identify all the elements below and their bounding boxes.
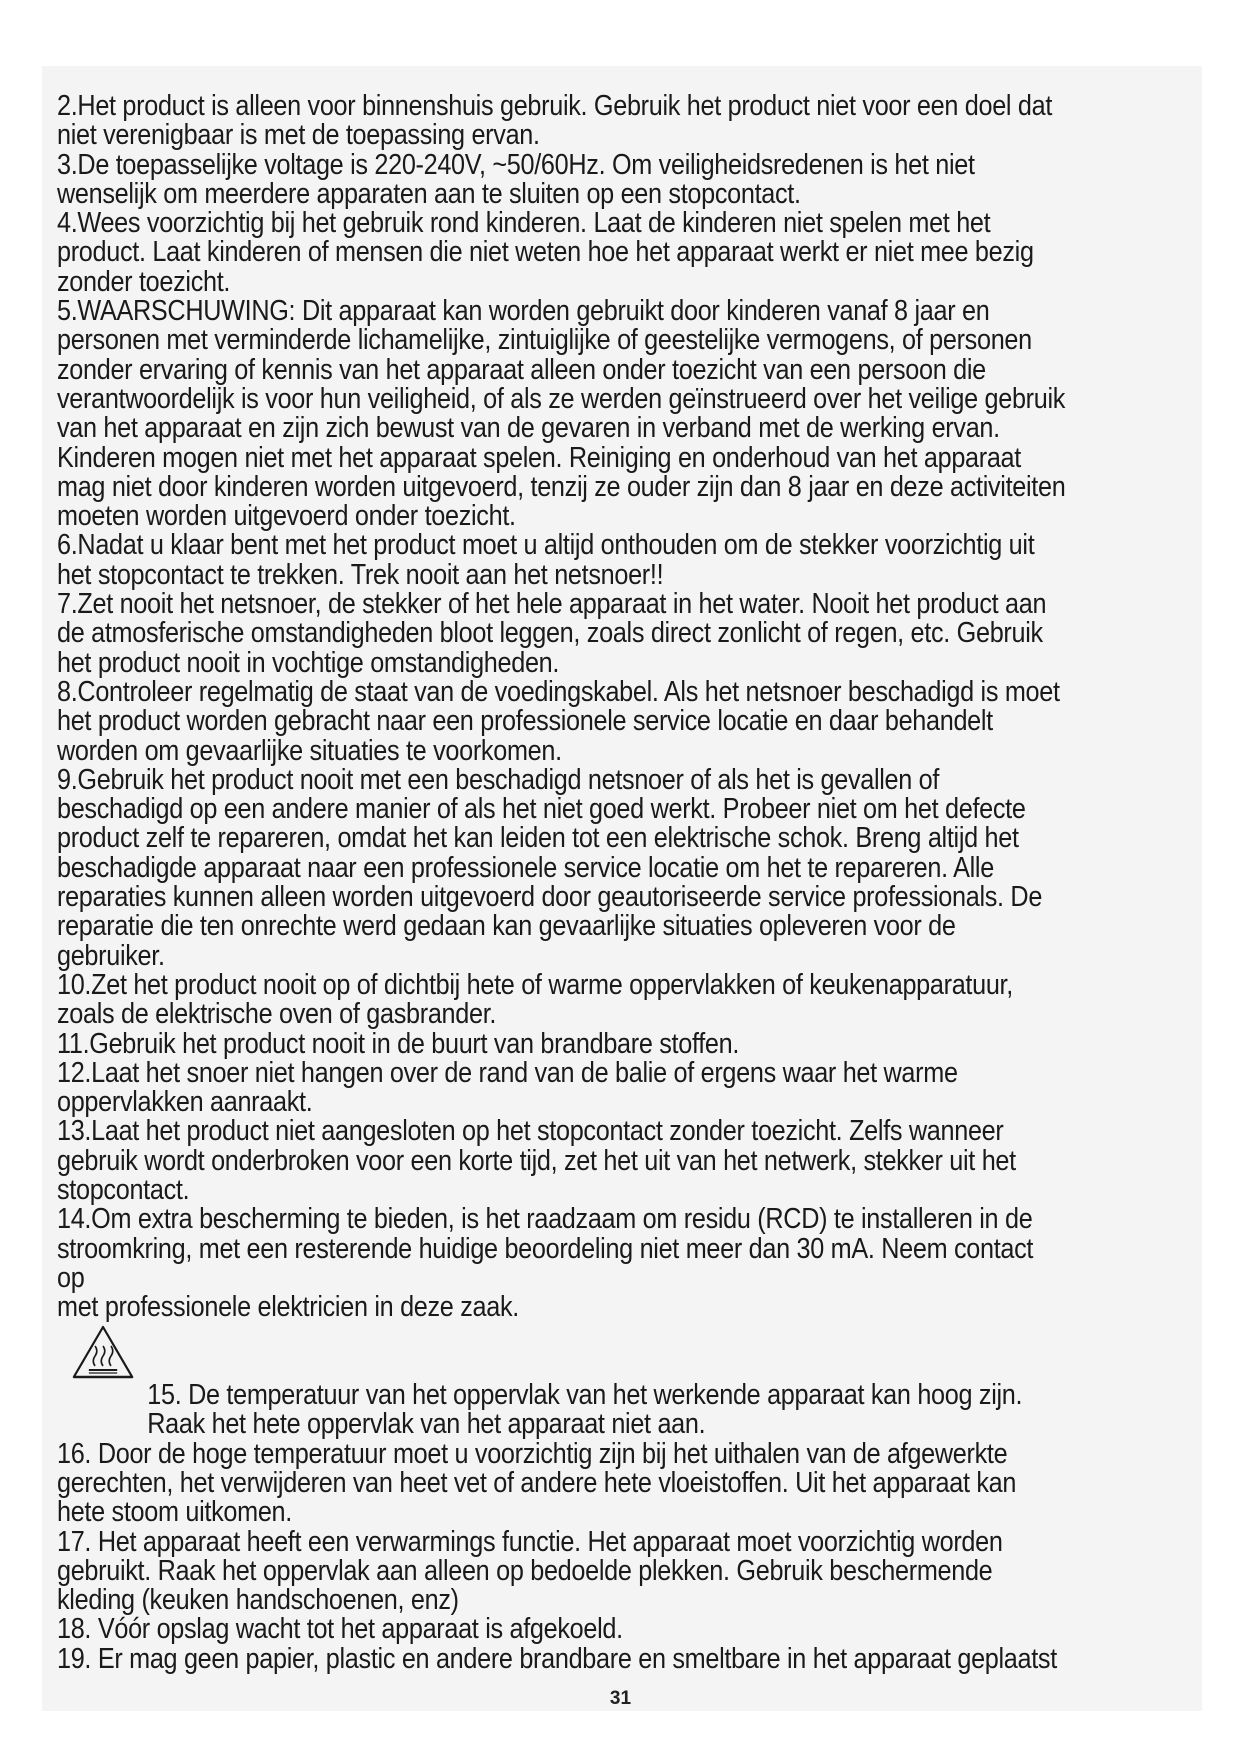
- paragraph-4: 4.Wees voorzichtig bij het gebruik rond kinderen. Laat de kinderen niet spelen met het product. Laat kinderen of mensen die niet weten hoe het apparaat werkt er niet mee bezig zonder toezicht.: [57, 207, 1034, 298]
- paragraph-6: 6.Nadat u klaar bent met het product moet u altijd onthouden om de stekker voorzichtig uit het stopcontact te trekken. Trek nooit aan het netsnoer!!: [57, 529, 1035, 591]
- paragraph-10: 10.Zet het product nooit op of dichtbij hete of warme oppervlakken of keukenapparatuur, zoals de elektrische oven of gasbrander.: [57, 968, 1013, 1031]
- paragraph-15-text: 15. De temperatuur van het oppervlak van het werkende apparaat kan hoog zijn. Raak het hete oppervlak van het apparaat niet aan.: [147, 1379, 1023, 1441]
- paragraph-17: 17. Het apparaat heeft een verwarmings functie. Het apparaat moet voorzichtig worden gebruikt. Raak het oppervlak aan alleen op bedoelde plekken. Gebruik beschermende kleding (keuken handschoenen, enz): [57, 1525, 1003, 1617]
- page-number: 31: [609, 1688, 632, 1709]
- paragraph-13: 13.Laat het product niet aangesloten op het stopcontact zonder toezicht. Zelfs wanneer gebruik wordt onderbroken voor een korte tijd, zet het uit van het netwerk, stekker uit het stopcontact.: [57, 1115, 1016, 1206]
- document-body: [57, 92, 1066, 1674]
- paragraph-11: 11.Gebruik het product nooit in de buurt van brandbare stoffen.: [57, 1027, 740, 1060]
- paragraph-9: 9.Gebruik het product nooit met een beschadigd netsnoer of als het is gevallen of beschadigd op een andere manier of als het niet goed werkt. Probeer niet om het defecte product zelf te repareren, omdat het kan leiden tot een elektrische schok. Breng altijd het beschadigde apparaat naar een professionele service locatie om het te repareren. Alle reparaties kunnen alleen worden uitgevoerd door geautoriseerde service professionals. De reparatie die ten onrechte werd gedaan kan gevaarlijke situaties opleveren voor de gebruiker.: [57, 763, 1043, 972]
- paragraph-15-hot-surface: [57, 1322, 1066, 1439]
- paragraph-12: 12.Laat het snoer niet hangen over de rand van de balie of ergens waar het warme oppervlakken aanraakt.: [57, 1056, 958, 1119]
- paragraph-2: 2.Het product is alleen voor binnenshuis gebruik. Gebruik het product niet voor een doel dat niet verenigbaar is met de toepassing ervan.: [57, 90, 1053, 152]
- paragraph-5-warning: 5.WAARSCHUWING: Dit apparaat kan worden gebruikt door kinderen vanaf 8 jaar en personen met verminderde lichamelijke, zintuiglijke of geestelijke vermogens, of personen zonder ervaring of kennis van het apparaat alleen onder toezicht van een persoon die verantwoordelijk is voor hun veiligheid, of als ze werden geïnstrueerd over het veilige gebruik van het apparaat en zijn zich bewust van de gevaren in verband met de werking ervan. Kinderen mogen niet met het apparaat spelen. Reiniging en onderhoud van het apparaat mag niet door kinderen worden uitgevoerd, tenzij ze ouder zijn dan 8 jaar en deze activiteiten moeten worden uitgevoerd onder toezicht.: [57, 295, 1066, 533]
- paragraph-14: 14.Om extra bescherming te bieden, is het raadzaam om residu (RCD) te installeren in de stroomkring, met een resterende huidige beoordeling niet meer dan 30 mA. Neem contact op met professionele elektricien in deze zaak.: [57, 1203, 1034, 1324]
- paragraph-18: 18. Vóór opslag wacht tot het apparaat is afgekoeld.: [57, 1613, 623, 1646]
- paragraph-7: 7.Zet nooit het netsnoer, de stekker of het hele apparaat in het water. Nooit het product aan de atmosferische omstandigheden bloot leggen, zoals direct zonlicht of regen, etc. Gebruik het product nooit in vochtige omstandigheden.: [57, 588, 1047, 679]
- hot-surface-warning-icon: [71, 1324, 135, 1380]
- paragraph-8: 8.Controleer regelmatig de staat van de voedingskabel. Als het netsnoer beschadigd is moet het product worden gebracht naar een professionele service locatie en daar behandelt worden om gevaarlijke situaties te voorkomen.: [57, 675, 1060, 767]
- paragraph-16: 16. Door de hoge temperatuur moet u voorzichtig zijn bij het uithalen van de afgewerkte gerechten, het verwijderen van heet vet of andere hete vloeistoffen. Uit het apparaat kan hete stoom uitkomen.: [57, 1437, 1017, 1529]
- paragraph-19: 19. Er mag geen papier, plastic en andere brandbare en smeltbare in het apparaat geplaatst: [57, 1642, 1057, 1675]
- paragraph-3: 3.De toepasselijke voltage is 220-240V, ~50/60Hz. Om veiligheidsredenen is het niet wenselijk om meerdere apparaten aan te sluiten op een stopcontact.: [57, 148, 975, 210]
